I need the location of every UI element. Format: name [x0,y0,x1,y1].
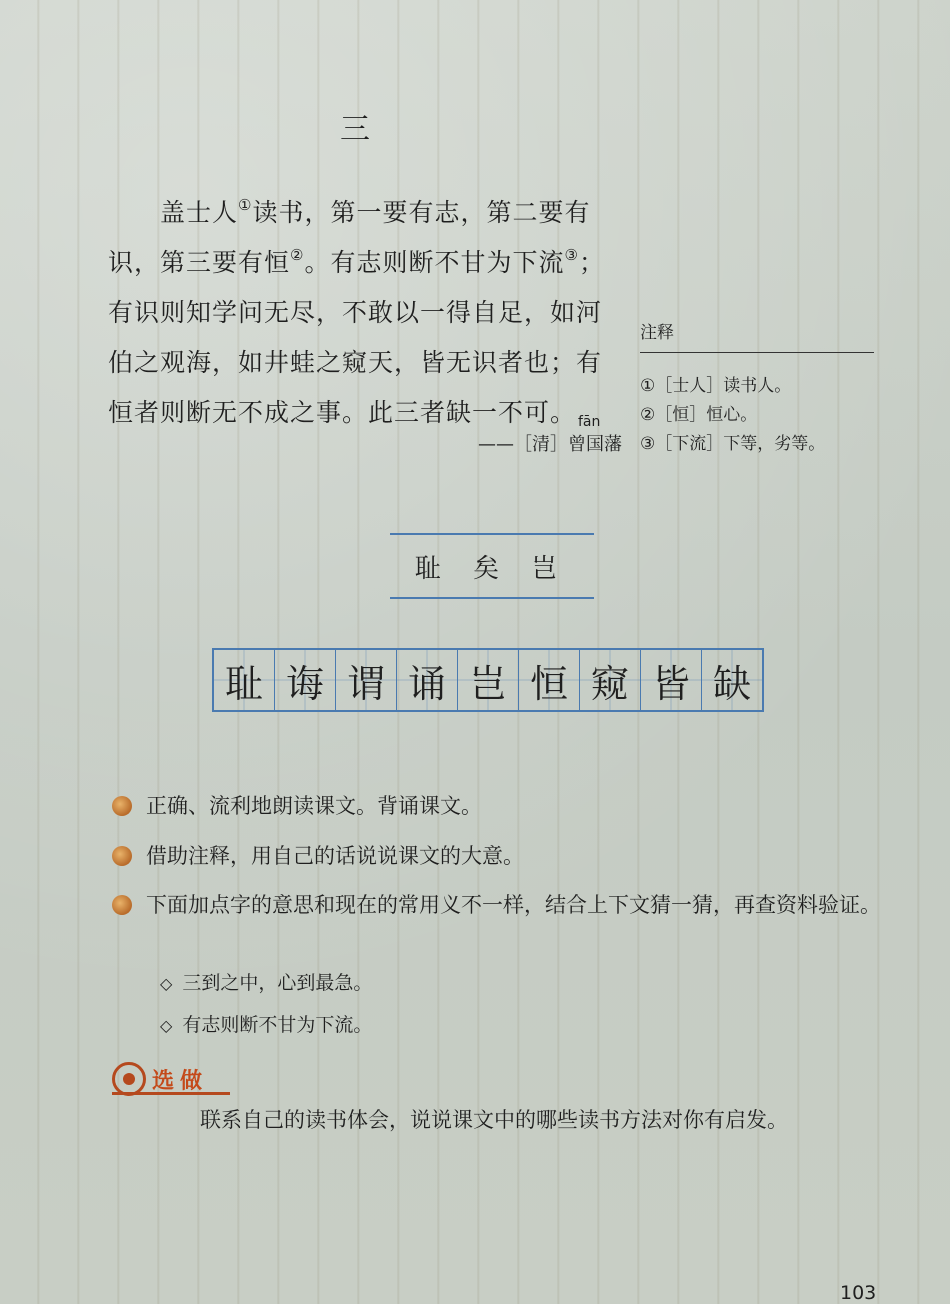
word-list-bottom-rule [390,597,594,599]
exercise-bullet-icon [112,846,132,866]
character-cell: 诲 [275,650,336,710]
exercise-sub-item: ◇ 三到之中，心到最急。 [160,972,373,994]
character-cell: 缺 [702,650,762,710]
exercise-item: 正确、流利地朗读课文。背诵课文。 [112,790,482,820]
optional-label: 选做 [152,1068,209,1094]
notes-divider [640,352,874,353]
page-number: 103 [840,1282,877,1304]
optional-underline [112,1092,230,1095]
optional-badge [112,1062,208,1096]
word-list-top-rule [390,533,594,535]
text-line [108,288,618,338]
character-cell: 岂 [458,650,519,710]
author-attribution: ——［清］曾国藩 [478,434,622,455]
footnote-marker: ① [238,196,253,214]
notes-title: 注释 [640,323,674,343]
text-segment: 有识则知学问无尽，不敢以一得自足，如河 [108,298,603,327]
classical-text [108,188,618,438]
footnote-marker: ② [290,246,305,264]
diamond-icon: ◇ [160,974,173,993]
diamond-icon: ◇ [160,1016,173,1035]
note-item: ③［下流］下等，劣等。 [640,434,826,454]
exercise-item: 借助注释，用自己的话说说课文的大意。 [112,840,524,870]
character-cell: 皆 [641,650,702,710]
character-cell: 耻 [214,650,275,710]
text-segment: 恒者则断无不成之事。此三者缺一不可。 [108,398,577,427]
optional-text: 联系自己的读书体会，说说课文中的哪些读书方法对你有启发。 [200,1108,788,1132]
exercise-bullet-icon [112,895,132,915]
exercise-sub-item: ◇ 有志则断不甘为下流。 [160,1014,373,1036]
word-list: 耻 矣 岂 [414,554,570,584]
text-line [108,238,618,288]
character-cell: 窥 [580,650,641,710]
note-item: ②［恒］恒心。 [640,405,758,425]
exercise-item: 下面加点字的意思和现在的常用义不一样，结合上下文猜一猜，再查资料验证。 [112,884,892,926]
character-cell: 恒 [519,650,580,710]
note-item: ①［士人］读书人。 [640,376,792,396]
character-cell: 诵 [397,650,458,710]
text-segment: ； [578,248,605,277]
footnote-marker: ③ [564,246,579,264]
pinyin-annotation: fān [578,414,601,430]
text-segment: 读书，第一要有志，第二要有 [252,198,591,227]
character-cell: 谓 [336,650,397,710]
text-segment: 伯之观海，如井蛙之窥天，皆无识者也；有 [108,348,603,377]
text-line [108,338,618,388]
text-segment: 识，第三要有恒 [108,248,291,277]
optional-icon [112,1062,146,1096]
text-segment: 。有志则断不甘为下流 [304,248,565,277]
section-number: 三 [340,112,370,147]
text-segment: 盖士人 [108,198,239,227]
text-line [108,188,618,238]
character-grid [212,648,764,712]
exercise-bullet-icon [112,796,132,816]
notes-list [640,372,825,459]
